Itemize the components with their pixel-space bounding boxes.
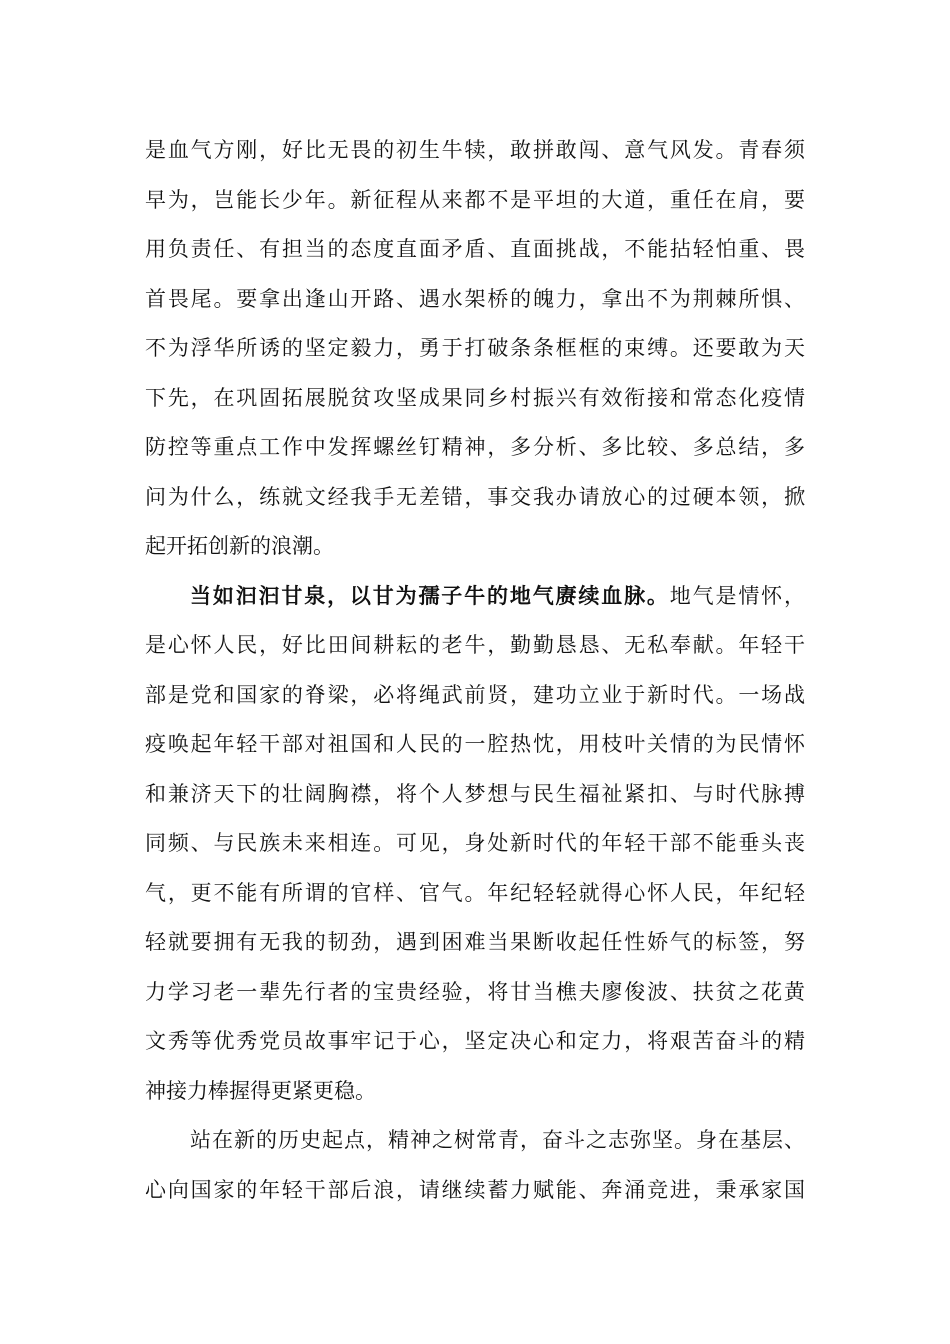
paragraph-2-line-10: 文秀等优秀党员故事牢记于心，坚定决心和定力，将艰苦奋斗的精 <box>145 1029 805 1053</box>
paragraph-1-line-1: 是血气方刚，好比无畏的初生牛犊，敢拼敢闯、意气风发。青春须 <box>145 138 805 162</box>
paragraph-1-line-8: 问为什么，练就文经我手无差错，事交我办请放心的过硬本领，掀 <box>145 485 805 509</box>
paragraph-2-line-2: 是心怀人民，好比田间耕耘的老牛，勤勤恳恳、无私奉献。年轻干 <box>145 633 805 657</box>
paragraph-2-line-6: 同频、与民族未来相连。可见，身处新时代的年轻干部不能垂头丧 <box>145 831 805 855</box>
paragraph-1-line-3: 用负责任、有担当的态度直面矛盾、直面挑战，不能拈轻怕重、畏 <box>145 237 805 261</box>
paragraph-2-first-line-rest: 地气是情怀， <box>669 584 806 608</box>
paragraph-1-line-2: 早为，岂能长少年。新征程从来都不是平坦的大道，重任在肩，要 <box>145 188 805 212</box>
paragraph-2-line-3: 部是党和国家的脊梁，必将绳武前贤，建功立业于新时代。一场战 <box>145 683 805 707</box>
paragraph-1-line-4: 首畏尾。要拿出逢山开路、遇水架桥的魄力，拿出不为荆棘所惧、 <box>145 287 805 311</box>
paragraph-2-line-7: 气，更不能有所谓的官样、官气。年纪轻轻就得心怀人民，年纪轻 <box>145 881 805 905</box>
paragraph-2-line-5: 和兼济天下的壮阔胸襟，将个人梦想与民生福祉紧扣、与时代脉搏 <box>145 782 805 806</box>
paragraph-2-first-line <box>190 576 805 616</box>
paragraph-2-line-9: 力学习老一辈先行者的宝贵经验，将甘当樵夫廖俊波、扶贫之花黄 <box>145 980 805 1004</box>
paragraph-3-line-2: 心向国家的年轻干部后浪，请继续蓄力赋能、奔涌竞进，秉承家国 <box>145 1178 805 1202</box>
paragraph-1-line-5: 不为浮华所诱的坚定毅力，勇于打破条条框框的束缚。还要敢为天 <box>145 336 805 360</box>
paragraph-1-line-9: 起开拓创新的浪潮。 <box>145 534 334 558</box>
paragraph-2-heading: 当如汩汩甘泉，以甘为孺子牛的地气赓续血脉。 <box>190 583 670 608</box>
paragraph-3-line-1: 站在新的历史起点，精神之树常青，奋斗之志弥坚。身在基层、 <box>190 1128 805 1152</box>
paragraph-2-line-8: 轻就要拥有无我的韧劲，遇到困难当果断收起任性娇气的标签，努 <box>145 930 805 954</box>
paragraph-2-line-11: 神接力棒握得更紧更稳。 <box>145 1079 376 1103</box>
paragraph-1-line-7: 防控等重点工作中发挥螺丝钉精神，多分析、多比较、多总结，多 <box>145 435 805 459</box>
paragraph-1-line-6: 下先，在巩固拓展脱贫攻坚成果同乡村振兴有效衔接和常态化疫情 <box>145 386 805 410</box>
paragraph-2-line-4: 疫唤起年轻干部对祖国和人民的一腔热忱，用枝叶关情的为民情怀 <box>145 732 805 756</box>
